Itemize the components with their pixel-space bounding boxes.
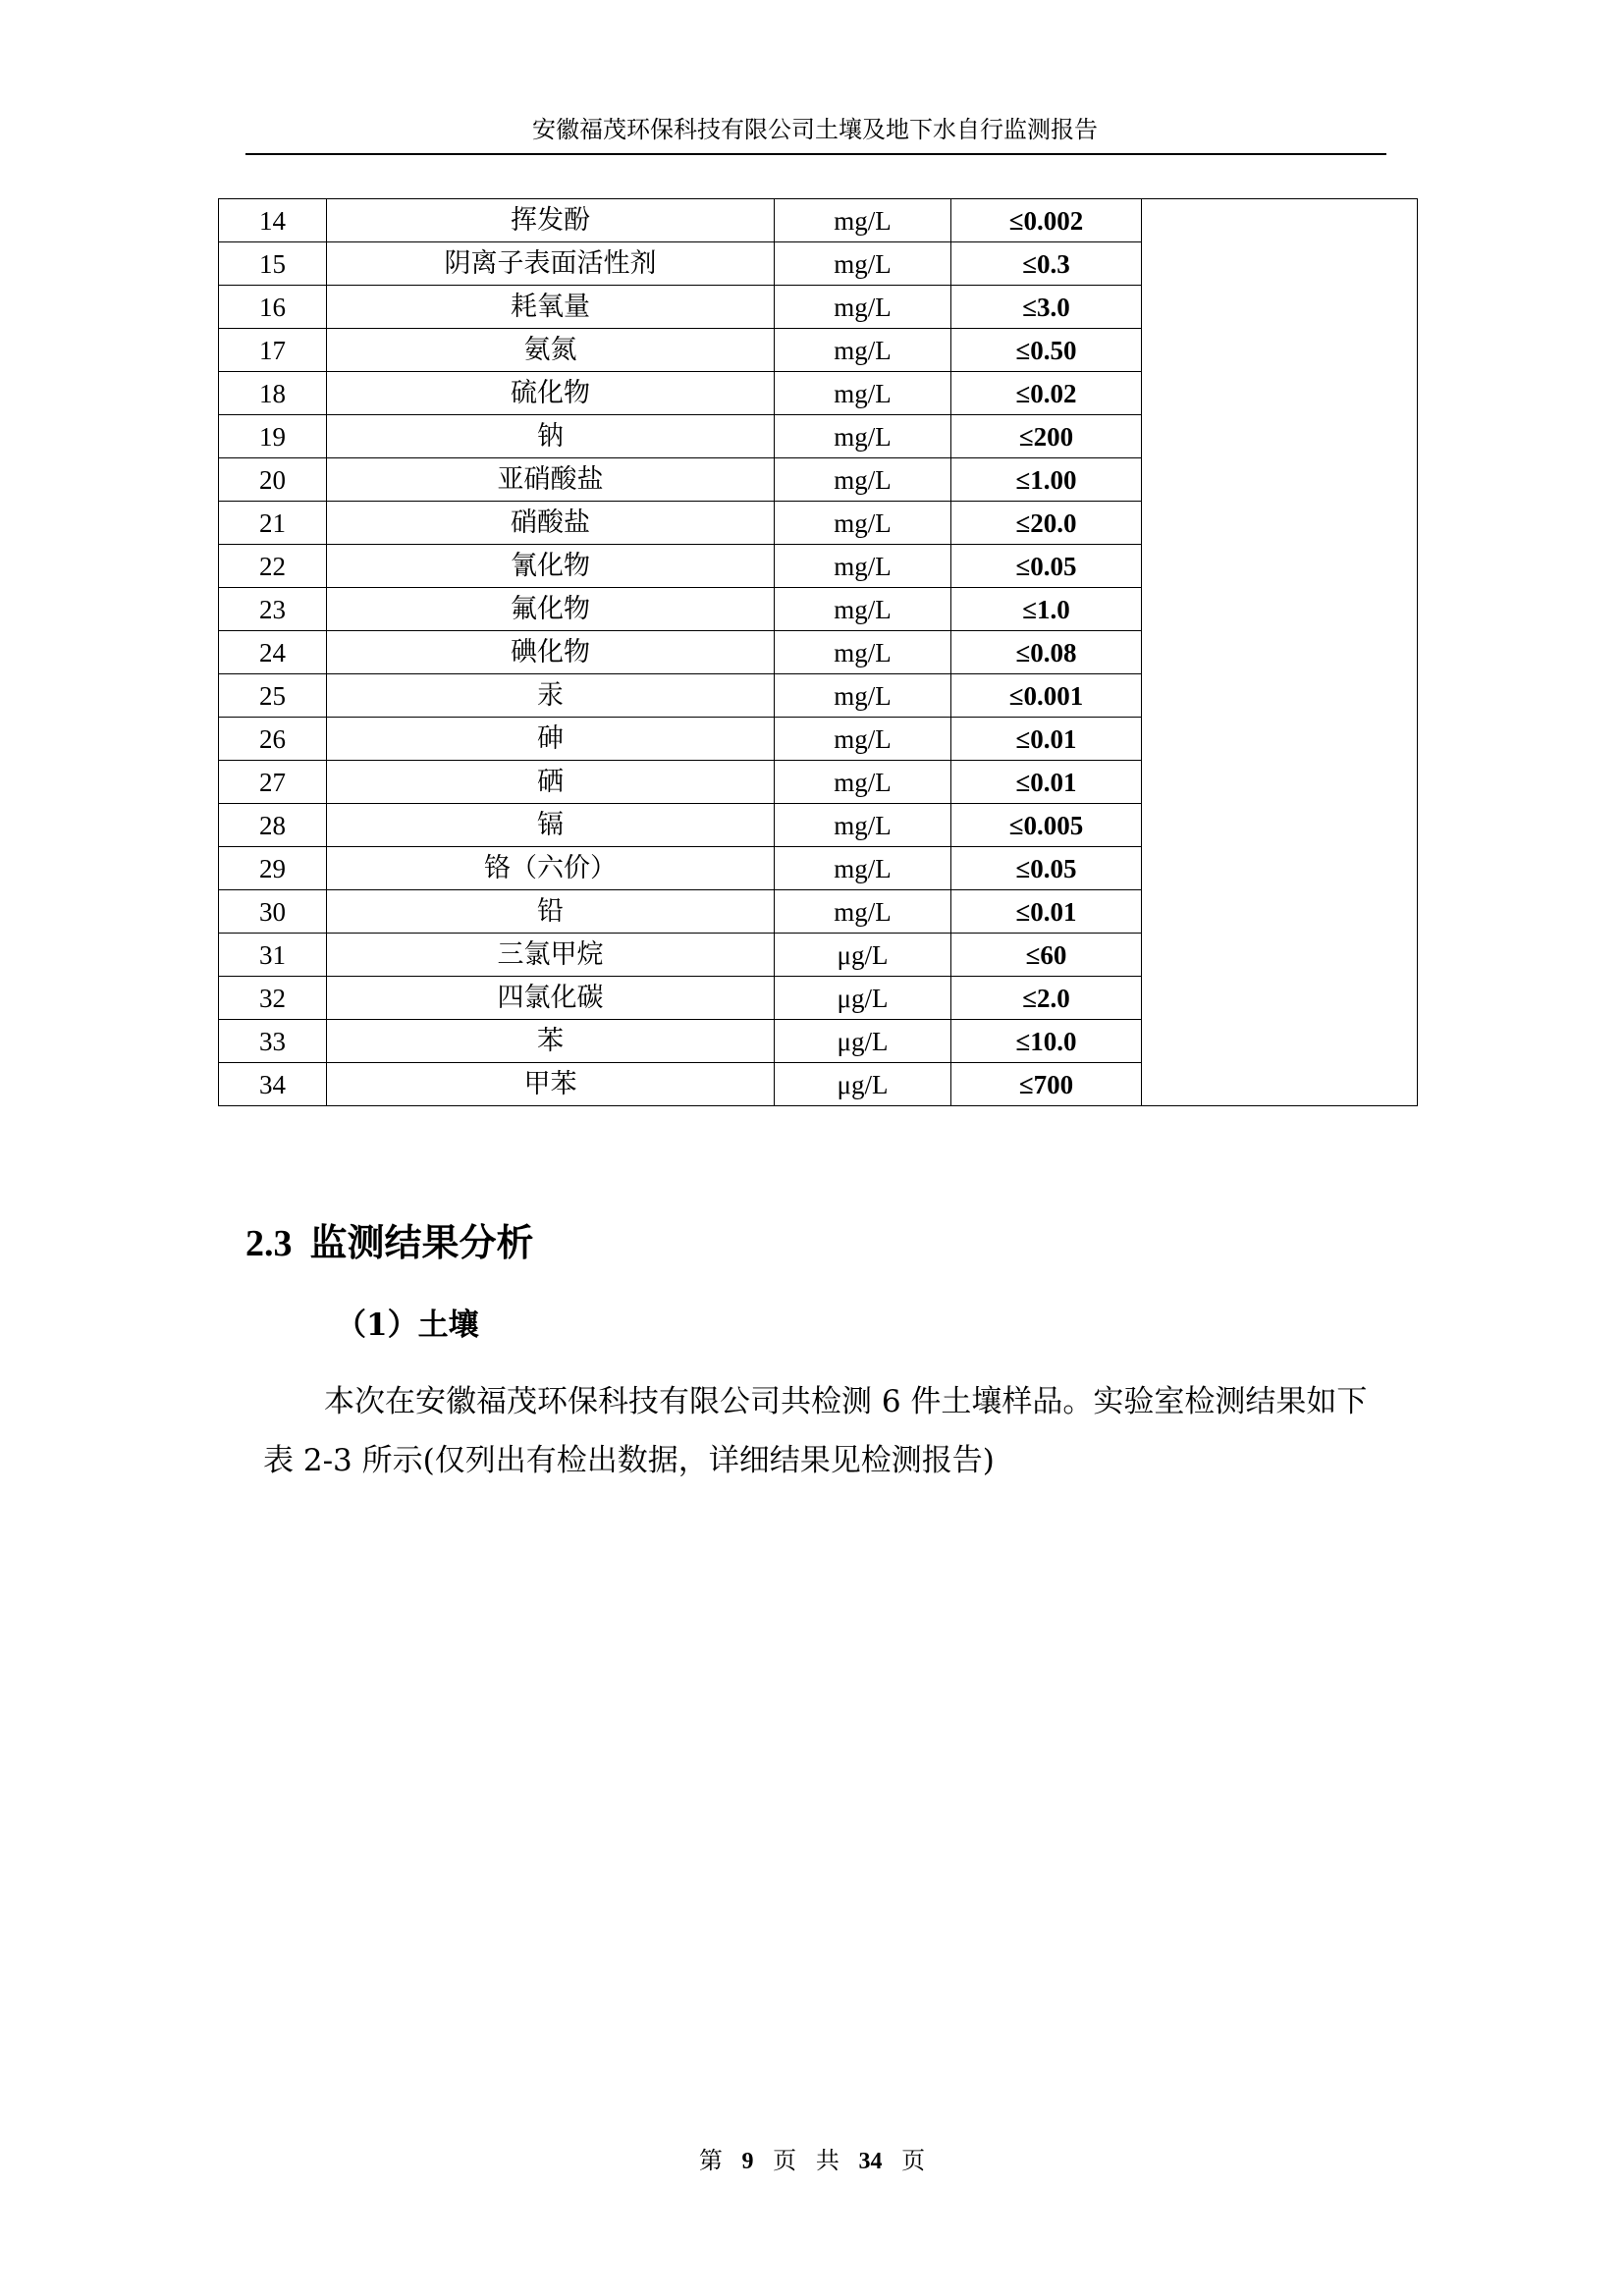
indicator-name-cell: 挥发酚 — [327, 199, 775, 242]
limit-value-cell: ≤0.3 — [951, 242, 1142, 286]
limit-value-cell: ≤20.0 — [951, 502, 1142, 545]
limit-value-cell: ≤60 — [951, 934, 1142, 977]
row-number-cell: 23 — [219, 588, 327, 631]
limit-value-cell: ≤200 — [951, 415, 1142, 458]
indicator-name-cell: 耗氧量 — [327, 286, 775, 329]
unit-cell: mg/L — [775, 458, 951, 502]
row-number-cell: 19 — [219, 415, 327, 458]
row-number-cell: 33 — [219, 1020, 327, 1063]
limit-value-cell: ≤0.002 — [951, 199, 1142, 242]
page-header: 安徽福茂环保科技有限公司土壤及地下水自行监测报告 — [532, 116, 1098, 143]
row-number-cell: 29 — [219, 847, 327, 890]
limit-value-cell: ≤0.01 — [951, 718, 1142, 761]
limit-value-cell: ≤0.08 — [951, 631, 1142, 674]
unit-cell: mg/L — [775, 761, 951, 804]
indicator-name-cell: 四氯化碳 — [327, 977, 775, 1020]
subsection-heading: （1）土壤 — [336, 1308, 479, 1343]
unit-cell: mg/L — [775, 199, 951, 242]
body-paragraph: 本次在安徽福茂环保科技有限公司共检测 6 件土壤样品。实验室检测结果如下表 2-3 所示(仅列出有检出数据，详细结果见检测报告) — [263, 1384, 1368, 1478]
section-title-text: 监测结果分析 — [309, 1220, 534, 1264]
unit-cell: mg/L — [775, 674, 951, 718]
footer-suffix: 页 — [901, 2147, 926, 2174]
limit-value-cell: ≤0.02 — [951, 372, 1142, 415]
indicator-name-cell: 硫化物 — [327, 372, 775, 415]
row-number-cell: 24 — [219, 631, 327, 674]
indicator-name-cell: 砷 — [327, 718, 775, 761]
row-number-cell: 30 — [219, 890, 327, 934]
footer-total-word: 共 — [815, 2147, 839, 2174]
unit-cell: μg/L — [775, 1020, 951, 1063]
row-number-cell: 14 — [219, 199, 327, 242]
section-number: 2.3 — [245, 1223, 293, 1264]
footer-page-number: 9 — [741, 2149, 754, 2174]
row-number-cell: 32 — [219, 977, 327, 1020]
footer-total-pages: 34 — [858, 2149, 883, 2174]
unit-cell: μg/L — [775, 1063, 951, 1106]
unit-cell: mg/L — [775, 286, 951, 329]
row-number-cell: 28 — [219, 804, 327, 847]
unit-cell: mg/L — [775, 415, 951, 458]
unit-cell: mg/L — [775, 804, 951, 847]
section-heading — [245, 1220, 534, 1266]
row-number-cell: 18 — [219, 372, 327, 415]
limit-value-cell: ≤0.05 — [951, 545, 1142, 588]
row-number-cell: 34 — [219, 1063, 327, 1106]
table-row — [219, 199, 1418, 242]
groundwater-standards-table — [218, 198, 1418, 1106]
unit-cell: mg/L — [775, 718, 951, 761]
indicator-name-cell: 铅 — [327, 890, 775, 934]
indicator-name-cell: 甲苯 — [327, 1063, 775, 1106]
footer-page-word: 页 — [773, 2147, 797, 2174]
page-footer — [0, 2146, 1624, 2176]
limit-value-cell: ≤3.0 — [951, 286, 1142, 329]
unit-cell: mg/L — [775, 631, 951, 674]
indicator-name-cell: 亚硝酸盐 — [327, 458, 775, 502]
unit-cell: mg/L — [775, 545, 951, 588]
unit-cell: mg/L — [775, 329, 951, 372]
limit-value-cell: ≤0.005 — [951, 804, 1142, 847]
limit-value-cell: ≤700 — [951, 1063, 1142, 1106]
unit-cell: mg/L — [775, 588, 951, 631]
row-number-cell: 27 — [219, 761, 327, 804]
limit-value-cell: ≤1.00 — [951, 458, 1142, 502]
limit-value-cell: ≤0.001 — [951, 674, 1142, 718]
indicator-name-cell: 硝酸盐 — [327, 502, 775, 545]
unit-cell: mg/L — [775, 242, 951, 286]
limit-value-cell: ≤0.01 — [951, 890, 1142, 934]
limit-value-cell: ≤10.0 — [951, 1020, 1142, 1063]
indicator-name-cell: 铬（六价） — [327, 847, 775, 890]
unit-cell: mg/L — [775, 847, 951, 890]
indicator-name-cell: 阴离子表面活性剂 — [327, 242, 775, 286]
indicator-name-cell: 钠 — [327, 415, 775, 458]
limit-value-cell: ≤2.0 — [951, 977, 1142, 1020]
indicator-name-cell: 氰化物 — [327, 545, 775, 588]
row-number-cell: 20 — [219, 458, 327, 502]
remarks-cell — [1142, 199, 1418, 1106]
row-number-cell: 25 — [219, 674, 327, 718]
unit-cell: mg/L — [775, 890, 951, 934]
indicator-name-cell: 镉 — [327, 804, 775, 847]
indicator-name-cell: 氟化物 — [327, 588, 775, 631]
limit-value-cell: ≤0.01 — [951, 761, 1142, 804]
indicator-name-cell: 汞 — [327, 674, 775, 718]
row-number-cell: 16 — [219, 286, 327, 329]
unit-cell: μg/L — [775, 934, 951, 977]
header-divider — [245, 153, 1386, 155]
indicator-name-cell: 三氯甲烷 — [327, 934, 775, 977]
limit-value-cell: ≤1.0 — [951, 588, 1142, 631]
footer-prefix: 第 — [698, 2147, 723, 2174]
row-number-cell: 26 — [219, 718, 327, 761]
indicator-name-cell: 苯 — [327, 1020, 775, 1063]
row-number-cell: 31 — [219, 934, 327, 977]
indicator-name-cell: 硒 — [327, 761, 775, 804]
unit-cell: mg/L — [775, 502, 951, 545]
unit-cell: μg/L — [775, 977, 951, 1020]
indicator-name-cell: 碘化物 — [327, 631, 775, 674]
indicator-name-cell: 氨氮 — [327, 329, 775, 372]
limit-value-cell: ≤0.50 — [951, 329, 1142, 372]
row-number-cell: 21 — [219, 502, 327, 545]
row-number-cell: 22 — [219, 545, 327, 588]
unit-cell: mg/L — [775, 372, 951, 415]
limit-value-cell: ≤0.05 — [951, 847, 1142, 890]
row-number-cell: 15 — [219, 242, 327, 286]
row-number-cell: 17 — [219, 329, 327, 372]
